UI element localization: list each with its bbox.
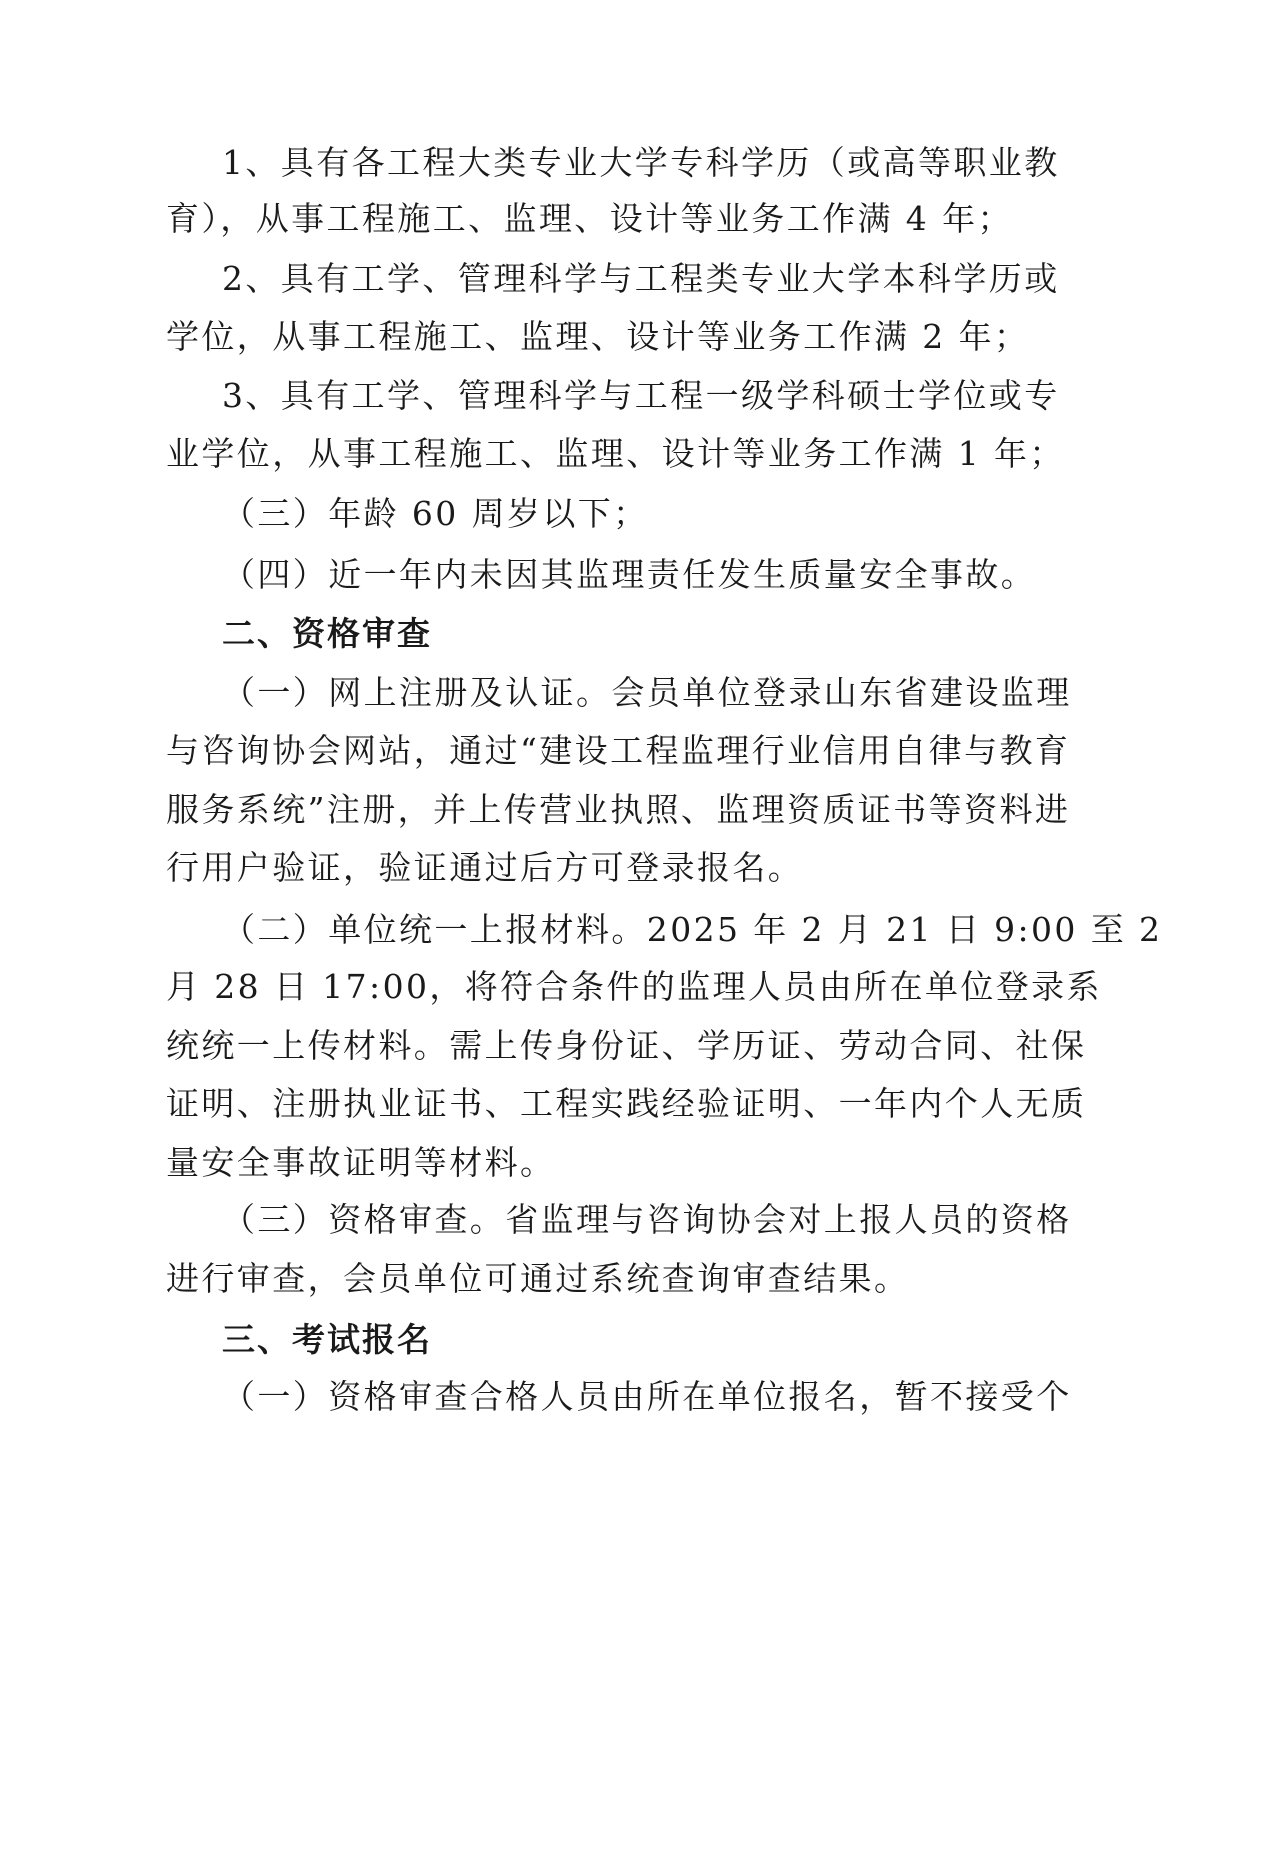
text-line: 3、具有工学、管理科学与工程一级学科硕士学位或专 [222, 376, 1060, 415]
section-heading: 三、考试报名 [222, 1320, 432, 1359]
text-line: （三）资格审查。省监理与咨询协会对上报人员的资格 [222, 1200, 1072, 1239]
text-line: 服务系统”注册，并上传营业执照、监理资质证书等资料进 [166, 790, 1071, 829]
text-line: 1、具有各工程大类专业大学专科学历（或高等职业教 [222, 143, 1060, 182]
text-line: 月 28 日 17:00，将符合条件的监理人员由所在单位登录系 [166, 967, 1102, 1006]
text-line: 业学位，从事工程施工、监理、设计等业务工作满 1 年； [166, 434, 1065, 473]
text-line: 育），从事工程施工、监理、设计等业务工作满 4 年； [166, 199, 1013, 238]
text-line: 行用户验证，验证通过后方可登录报名。 [166, 848, 804, 887]
text-line: 与咨询协会网站，通过“建设工程监理行业信用自律与教育 [166, 731, 1071, 770]
text-line: 进行审查，会员单位可通过系统查询审查结果。 [166, 1259, 910, 1298]
text-line: 量安全事故证明等材料。 [166, 1143, 556, 1182]
text-line: （四）近一年内未因其监理责任发生质量安全事故。 [222, 555, 1037, 594]
text-line: 统统一上传材料。需上传身份证、学历证、劳动合同、社保 [166, 1026, 1087, 1065]
text-line: （三）年龄 60 周岁以下； [222, 494, 649, 533]
text-line: （一）资格审查合格人员由所在单位报名，暂不接受个 [222, 1377, 1072, 1416]
text-line: 证明、注册执业证书、工程实践经验证明、一年内个人无质 [166, 1084, 1087, 1123]
text-line: （二）单位统一上报材料。2025 年 2 月 21 日 9:00 至 2 [222, 910, 1163, 949]
text-line: （一）网上注册及认证。会员单位登录山东省建设监理 [222, 673, 1072, 712]
section-heading: 二、资格审查 [222, 614, 432, 653]
text-line: 2、具有工学、管理科学与工程类专业大学本科学历或 [222, 259, 1060, 298]
text-line: 学位，从事工程施工、监理、设计等业务工作满 2 年； [166, 317, 1030, 356]
